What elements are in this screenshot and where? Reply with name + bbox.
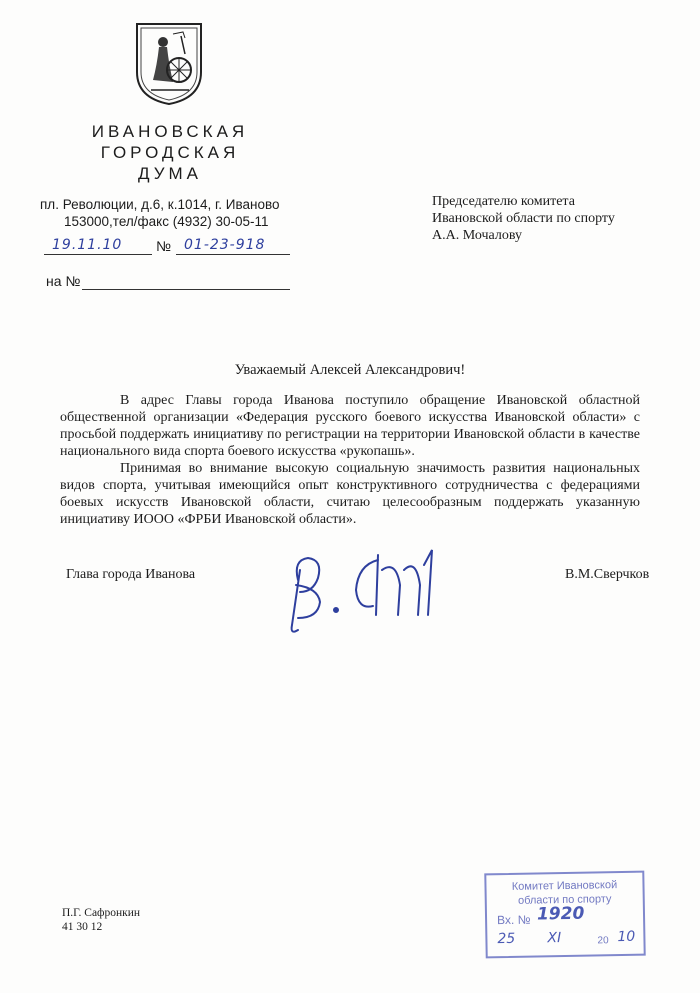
handwritten-signature-icon <box>278 530 458 640</box>
executor-block <box>62 906 140 934</box>
executor-phone: 41 30 12 <box>62 921 103 933</box>
stamp-month: XI <box>547 930 562 947</box>
org-name-line2: ГОРОДСКАЯ <box>100 143 240 162</box>
city-emblem-icon <box>133 20 205 106</box>
letter-body <box>60 392 640 528</box>
number-handwritten: 01-23-918 <box>184 237 266 253</box>
number-label: № <box>156 238 172 254</box>
reply-number-field <box>82 271 290 290</box>
number-field <box>176 236 290 255</box>
executor-name: П.Г. Сафронкин <box>62 907 141 919</box>
stamp-line1: Комитет Ивановской <box>511 879 618 893</box>
date-field <box>44 236 152 255</box>
stamp-year-prefix: 20 <box>597 935 609 947</box>
stamp-vx-number: 1920 <box>536 903 585 925</box>
incoming-stamp <box>484 871 645 959</box>
recipient-line2: Ивановской области по спорту <box>432 211 615 226</box>
signature-name: В.М.Сверчков <box>565 567 650 582</box>
stamp-vx-label: Вх. № <box>496 912 531 928</box>
body-paragraph-2: Принимая во внимание высокую социальную значимость развития национальных видов спорта, учитывая имеющийся опыт конструктивного сотрудничества с федерациями боевых искусств Ивановской области, считаю целесообразным поддержать указанную инициативу ИООО «ФРБИ Ивановской области». <box>60 461 640 527</box>
signature-role: Глава города Иванова <box>66 567 196 582</box>
org-name-line1: ИВАНОВСКАЯ <box>91 122 249 141</box>
recipient-line1: Председателю комитета <box>432 194 575 209</box>
address-line2: 153000,тел/факс (4932) 30-05-11 <box>64 214 269 229</box>
recipient-block <box>432 193 615 244</box>
body-paragraph-1: В адрес Главы города Иванова поступило обращение Ивановской областной общественной организации «Федерация русского боевого искусства Ивановской области» с просьбой поддержать инициативу по регистрации на территории Ивановской области в качестве национального вида спорта боевого искусства «рукопашь». <box>60 393 640 459</box>
org-name-line3: ДУМА <box>137 164 202 183</box>
stamp-day: 25 <box>497 930 516 948</box>
greeting: Уважаемый Алексей Александрович! <box>234 362 466 378</box>
address-line1: пл. Революции, д.6, к.1014, г. Иваново <box>40 197 280 212</box>
stamp-year-suffix: 10 <box>617 928 636 946</box>
stamp-line2: области по спорту <box>517 893 612 907</box>
date-handwritten: 19.11.10 <box>52 237 123 253</box>
reply-label: на № <box>46 273 81 289</box>
recipient-line3: А.А. Мочалову <box>432 228 522 243</box>
